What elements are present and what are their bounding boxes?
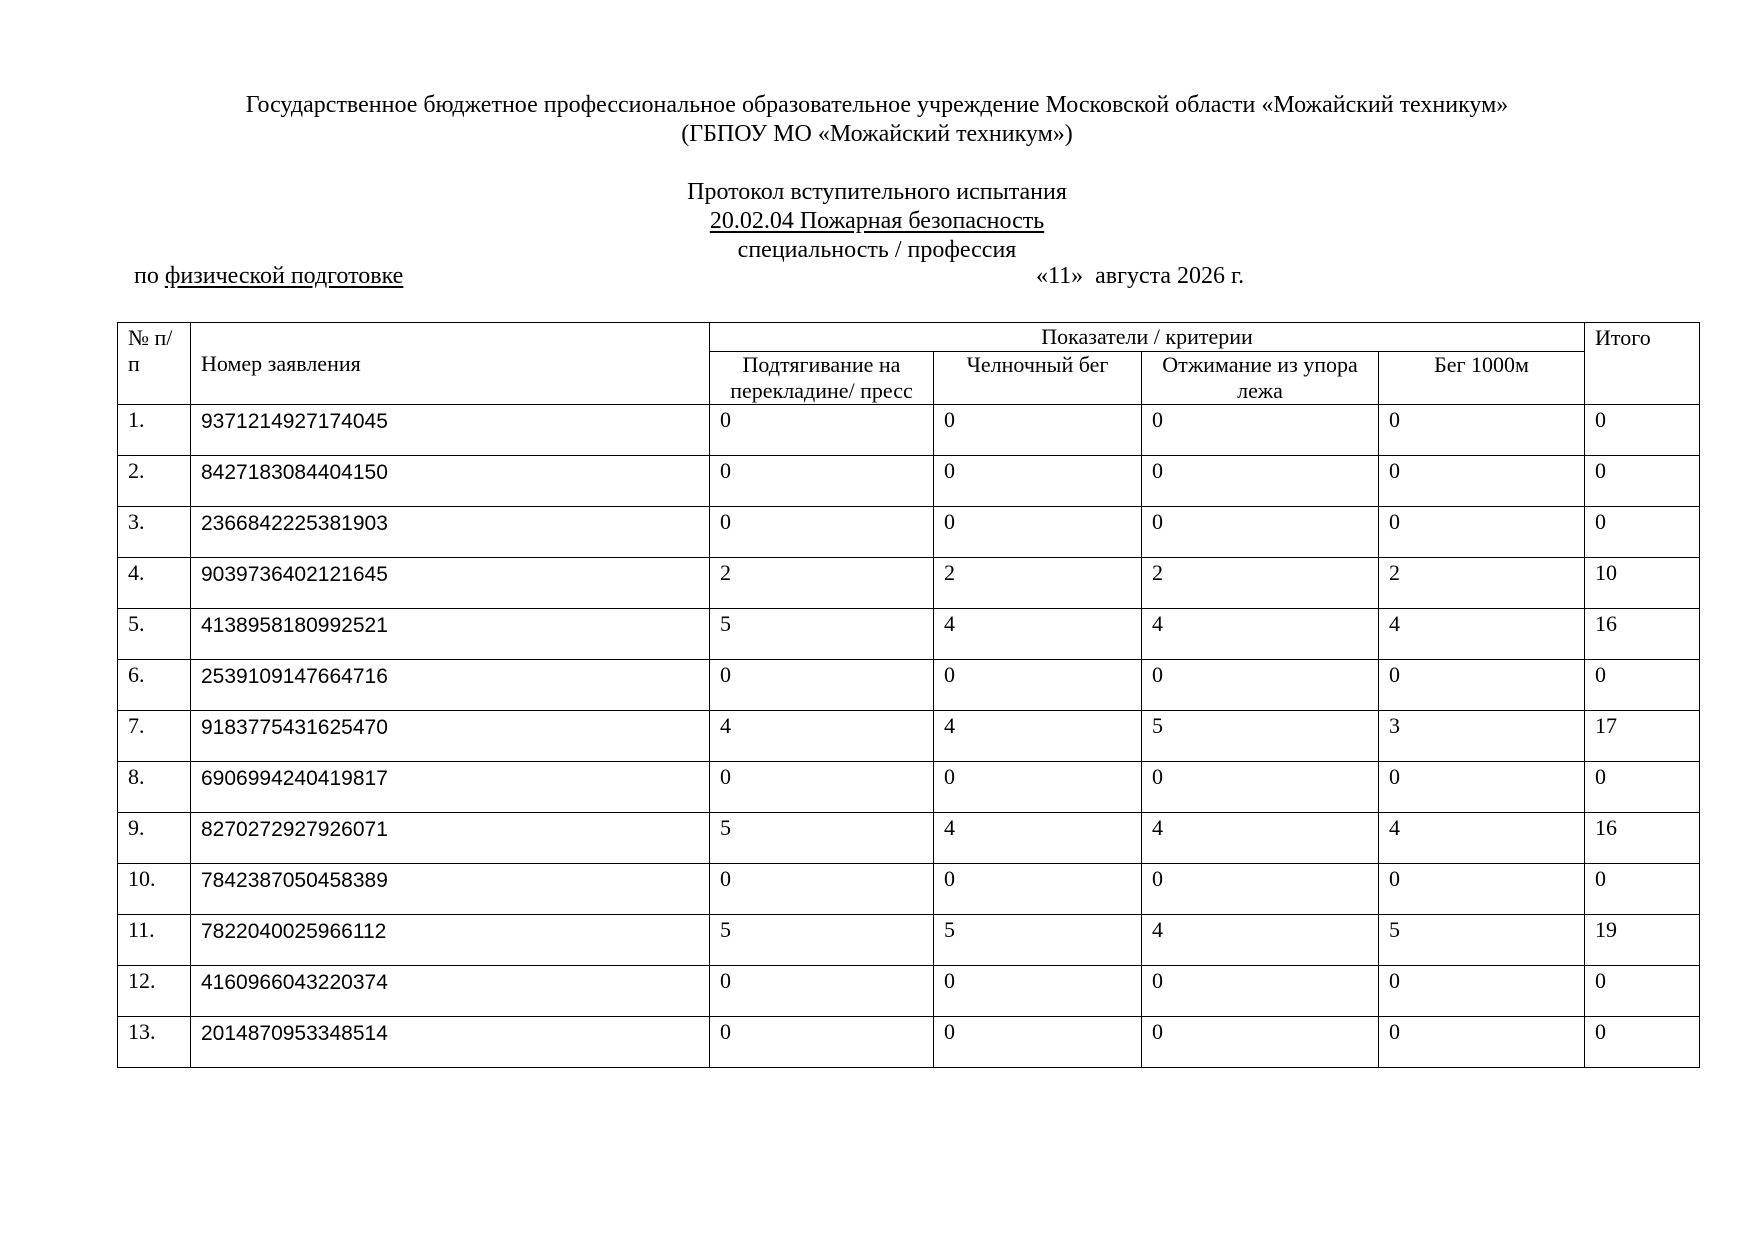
cell-pushups: 0 bbox=[1142, 456, 1379, 507]
cell-run-1000m: 4 bbox=[1379, 609, 1585, 660]
cell-application-number: 9371214927174045 bbox=[191, 405, 710, 456]
cell-run-1000m: 0 bbox=[1379, 405, 1585, 456]
cell-shuttle-run: 0 bbox=[934, 762, 1142, 813]
cell-application-number: 7822040025966112 bbox=[191, 915, 710, 966]
cell-pullups: 0 bbox=[710, 762, 934, 813]
cell-pullups: 0 bbox=[710, 966, 934, 1017]
cell-run-1000m: 0 bbox=[1379, 1017, 1585, 1068]
header-criterion-pushups: Отжимание из упора лежа bbox=[1142, 352, 1379, 405]
cell-shuttle-run: 0 bbox=[934, 405, 1142, 456]
cell-pushups: 2 bbox=[1142, 558, 1379, 609]
cell-application-number: 2014870953348514 bbox=[191, 1017, 710, 1068]
cell-pushups: 4 bbox=[1142, 609, 1379, 660]
cell-application-number: 2539109147664716 bbox=[191, 660, 710, 711]
cell-pullups: 5 bbox=[710, 915, 934, 966]
cell-shuttle-run: 0 bbox=[934, 864, 1142, 915]
table-row bbox=[118, 864, 1700, 915]
cell-pushups: 0 bbox=[1142, 1017, 1379, 1068]
header-application-number: Номер заявления bbox=[191, 323, 710, 405]
results-body bbox=[118, 405, 1700, 1068]
subject-prefix: по bbox=[134, 263, 159, 289]
cell-total: 0 bbox=[1585, 507, 1700, 558]
table-row bbox=[118, 1017, 1700, 1068]
cell-total: 0 bbox=[1585, 966, 1700, 1017]
cell-pushups: 0 bbox=[1142, 660, 1379, 711]
subject-line bbox=[134, 263, 403, 290]
cell-total: 19 bbox=[1585, 915, 1700, 966]
cell-pullups: 0 bbox=[710, 507, 934, 558]
results-table bbox=[117, 322, 1700, 1068]
cell-row-number: 11. bbox=[118, 915, 191, 966]
cell-shuttle-run: 0 bbox=[934, 660, 1142, 711]
protocol-block bbox=[0, 178, 1754, 265]
table-row bbox=[118, 762, 1700, 813]
cell-pushups: 0 bbox=[1142, 966, 1379, 1017]
cell-row-number: 12. bbox=[118, 966, 191, 1017]
cell-shuttle-run: 0 bbox=[934, 507, 1142, 558]
cell-shuttle-run: 0 bbox=[934, 456, 1142, 507]
cell-shuttle-run: 0 bbox=[934, 966, 1142, 1017]
cell-application-number: 8270272927926071 bbox=[191, 813, 710, 864]
cell-pushups: 5 bbox=[1142, 711, 1379, 762]
header-criterion-pullups: Подтягивание на перекладине/ пресс bbox=[710, 352, 934, 405]
specialty-caption: специальность / профессия bbox=[737, 237, 1017, 263]
protocol-date: «11» августа 2026 г. bbox=[1036, 263, 1245, 289]
cell-run-1000m: 3 bbox=[1379, 711, 1585, 762]
cell-pullups: 5 bbox=[710, 609, 934, 660]
cell-total: 16 bbox=[1585, 813, 1700, 864]
table-row bbox=[118, 507, 1700, 558]
cell-total: 0 bbox=[1585, 864, 1700, 915]
table-row bbox=[118, 711, 1700, 762]
header-row-number: № п/п bbox=[118, 323, 191, 405]
cell-row-number: 8. bbox=[118, 762, 191, 813]
header-total: Итого bbox=[1585, 323, 1700, 405]
table-row bbox=[118, 660, 1700, 711]
cell-pullups: 2 bbox=[710, 558, 934, 609]
header-criterion-run-1000m: Бег 1000м bbox=[1379, 352, 1585, 405]
cell-shuttle-run: 4 bbox=[934, 711, 1142, 762]
cell-application-number: 8427183084404150 bbox=[191, 456, 710, 507]
cell-pullups: 0 bbox=[710, 405, 934, 456]
cell-row-number: 9. bbox=[118, 813, 191, 864]
cell-total: 16 bbox=[1585, 609, 1700, 660]
cell-shuttle-run: 4 bbox=[934, 813, 1142, 864]
cell-pullups: 0 bbox=[710, 1017, 934, 1068]
cell-application-number: 6906994240419817 bbox=[191, 762, 710, 813]
cell-row-number: 7. bbox=[118, 711, 191, 762]
cell-row-number: 2. bbox=[118, 456, 191, 507]
cell-pushups: 0 bbox=[1142, 762, 1379, 813]
cell-row-number: 3. bbox=[118, 507, 191, 558]
cell-application-number: 2366842225381903 bbox=[191, 507, 710, 558]
specialty: 20.02.04 Пожарная безопасность bbox=[709, 208, 1045, 234]
cell-row-number: 5. bbox=[118, 609, 191, 660]
cell-run-1000m: 4 bbox=[1379, 813, 1585, 864]
protocol-title: Протокол вступительного испытания bbox=[687, 179, 1067, 205]
cell-pullups: 5 bbox=[710, 813, 934, 864]
cell-row-number: 4. bbox=[118, 558, 191, 609]
subject-name: физической подготовке bbox=[164, 263, 404, 289]
org-name: Государственное бюджетное профессиональное образовательное учреждение Московской области «Можайский техникум» bbox=[245, 92, 1509, 118]
table-row bbox=[118, 813, 1700, 864]
table-row bbox=[118, 915, 1700, 966]
cell-total: 17 bbox=[1585, 711, 1700, 762]
cell-shuttle-run: 0 bbox=[934, 1017, 1142, 1068]
table-row bbox=[118, 609, 1700, 660]
cell-application-number: 9039736402121645 bbox=[191, 558, 710, 609]
header-criteria-group: Показатели / критерии bbox=[710, 323, 1585, 352]
cell-application-number: 7842387050458389 bbox=[191, 864, 710, 915]
cell-total: 0 bbox=[1585, 1017, 1700, 1068]
cell-row-number: 1. bbox=[118, 405, 191, 456]
cell-total: 10 bbox=[1585, 558, 1700, 609]
cell-pushups: 0 bbox=[1142, 864, 1379, 915]
header-criterion-shuttle-run: Челночный бег bbox=[934, 352, 1142, 405]
cell-run-1000m: 2 bbox=[1379, 558, 1585, 609]
cell-row-number: 6. bbox=[118, 660, 191, 711]
cell-shuttle-run: 2 bbox=[934, 558, 1142, 609]
cell-total: 0 bbox=[1585, 405, 1700, 456]
cell-run-1000m: 0 bbox=[1379, 966, 1585, 1017]
cell-pullups: 0 bbox=[710, 864, 934, 915]
table-row bbox=[118, 966, 1700, 1017]
cell-shuttle-run: 5 bbox=[934, 915, 1142, 966]
cell-shuttle-run: 4 bbox=[934, 609, 1142, 660]
cell-pullups: 0 bbox=[710, 660, 934, 711]
cell-run-1000m: 0 bbox=[1379, 507, 1585, 558]
document-header bbox=[0, 91, 1754, 149]
cell-run-1000m: 5 bbox=[1379, 915, 1585, 966]
cell-total: 0 bbox=[1585, 762, 1700, 813]
cell-application-number: 4138958180992521 bbox=[191, 609, 710, 660]
org-short-name: (ГБПОУ МО «Можайский техникум») bbox=[681, 121, 1073, 147]
cell-pushups: 0 bbox=[1142, 405, 1379, 456]
cell-application-number: 9183775431625470 bbox=[191, 711, 710, 762]
cell-run-1000m: 0 bbox=[1379, 864, 1585, 915]
cell-total: 0 bbox=[1585, 660, 1700, 711]
cell-pushups: 4 bbox=[1142, 915, 1379, 966]
cell-row-number: 10. bbox=[118, 864, 191, 915]
table-row bbox=[118, 456, 1700, 507]
cell-application-number: 4160966043220374 bbox=[191, 966, 710, 1017]
cell-run-1000m: 0 bbox=[1379, 762, 1585, 813]
cell-run-1000m: 0 bbox=[1379, 456, 1585, 507]
cell-pushups: 0 bbox=[1142, 507, 1379, 558]
cell-run-1000m: 0 bbox=[1379, 660, 1585, 711]
cell-total: 0 bbox=[1585, 456, 1700, 507]
cell-pullups: 0 bbox=[710, 456, 934, 507]
cell-pushups: 4 bbox=[1142, 813, 1379, 864]
cell-pullups: 4 bbox=[710, 711, 934, 762]
table-row bbox=[118, 558, 1700, 609]
cell-row-number: 13. bbox=[118, 1017, 191, 1068]
table-row bbox=[118, 405, 1700, 456]
